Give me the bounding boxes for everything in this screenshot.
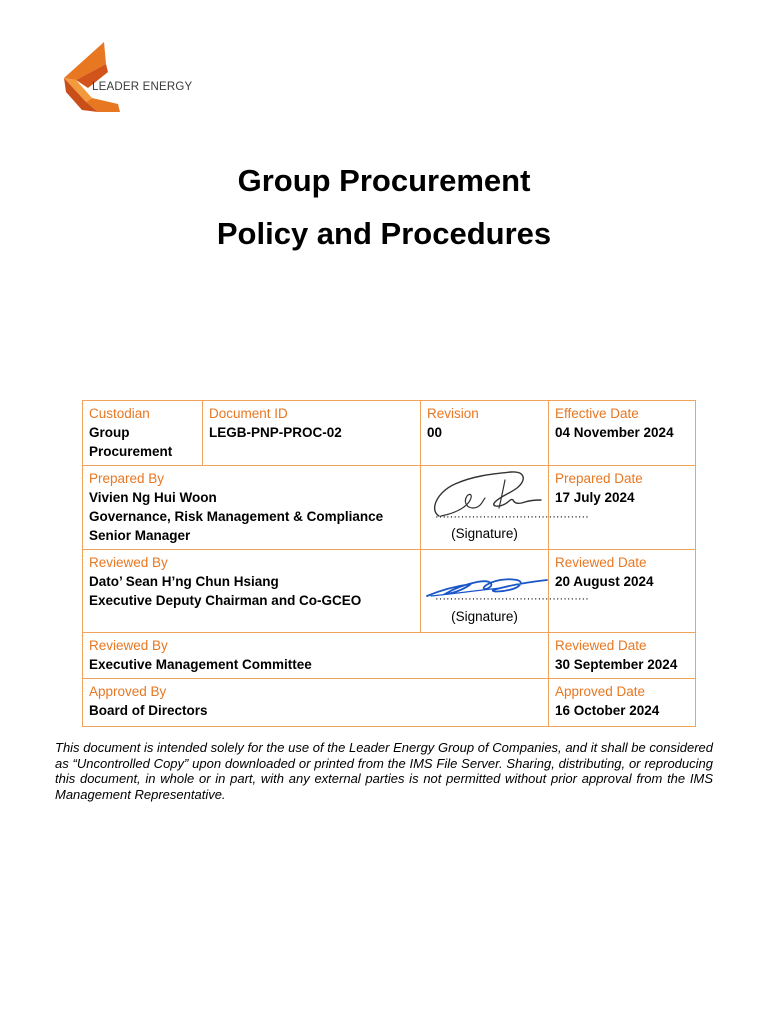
- signature-caption: (Signature): [451, 609, 518, 624]
- reviewed-date-cell: [549, 633, 696, 679]
- effective-date-label: Effective Date: [555, 406, 639, 421]
- company-logo: [62, 42, 192, 116]
- custodian-cell: [83, 401, 203, 466]
- document-title-line2: Policy and Procedures: [216, 216, 552, 251]
- table-row: [83, 401, 696, 466]
- document-id-cell: [203, 401, 421, 466]
- table-row: [83, 550, 696, 633]
- reviewed-date-label: Reviewed Date: [555, 638, 647, 653]
- revision-cell: [421, 401, 549, 466]
- reviewed-by-committee-name: Executive Management Committee: [89, 657, 312, 672]
- prepared-date-label: Prepared Date: [555, 471, 643, 486]
- reviewed-by-label: Reviewed By: [89, 555, 168, 570]
- revision-value: 00: [427, 425, 443, 440]
- logo-wordmark: LEADER ENERGY: [92, 81, 193, 93]
- leader-energy-logo-icon: [62, 42, 122, 116]
- prepared-date-cell: [549, 466, 696, 550]
- signature-line: ··········································: [435, 593, 589, 605]
- signature-caption: (Signature): [451, 526, 518, 541]
- disclaimer-text: This document is intended solely for the use of the Leader Energy Group of Companies, and it shall be considered as “Uncontrolled Copy” upon downloaded or printed from the IMS File Server. Sharing, distributing, or reproducing this document, in whole or in part, with any external parties is not permitted without prior approval from the IMS Management Representative.: [55, 740, 713, 802]
- approved-by-cell: [83, 679, 549, 727]
- prepared-by-cell: [83, 466, 421, 550]
- reviewed-date-value: 30 September 2024: [555, 657, 678, 672]
- prepared-date-value: 17 July 2024: [555, 490, 635, 505]
- signature-line: ··········································: [435, 511, 589, 523]
- custodian-value: Group Procurement: [89, 425, 173, 459]
- approved-by-label: Approved By: [89, 684, 167, 699]
- revision-label: Revision: [427, 406, 479, 421]
- effective-date-value: 04 November 2024: [555, 425, 674, 440]
- prepared-by-role: Senior Manager: [89, 528, 191, 543]
- approved-by-name: Board of Directors: [89, 703, 208, 718]
- reviewed-by-cell: [83, 550, 421, 633]
- document-id-value: LEGB-PNP-PROC-02: [209, 425, 342, 440]
- reviewed-by-label: Reviewed By: [89, 638, 168, 653]
- reviewed-date-value: 20 August 2024: [555, 574, 654, 589]
- document-id-label: Document ID: [209, 406, 288, 421]
- table-row: [83, 633, 696, 679]
- prepared-by-label: Prepared By: [89, 471, 165, 486]
- custodian-label: Custodian: [89, 406, 150, 421]
- table-row: [83, 466, 696, 550]
- reviewed-signature-cell: [421, 550, 589, 633]
- document-control-table: [82, 400, 696, 727]
- reviewed-by-committee-cell: [83, 633, 549, 679]
- approved-date-cell: [549, 679, 696, 727]
- approved-date-label: Approved Date: [555, 684, 646, 699]
- document-title-line1: Group Procurement: [237, 163, 531, 198]
- prepared-by-name: Vivien Ng Hui Woon: [89, 490, 217, 505]
- reviewed-date-cell: [549, 550, 696, 633]
- effective-date-cell: [549, 401, 696, 466]
- prepared-signature-cell: [421, 466, 589, 550]
- reviewed-by-name: Dato’ Sean H’ng Chun Hsiang: [89, 574, 279, 589]
- reviewed-by-role: Executive Deputy Chairman and Co-GCEO: [89, 593, 362, 608]
- reviewed-date-label: Reviewed Date: [555, 555, 647, 570]
- prepared-by-department: Governance, Risk Management & Compliance: [89, 509, 384, 524]
- table-row: [83, 679, 696, 727]
- approved-date-value: 16 October 2024: [555, 703, 660, 718]
